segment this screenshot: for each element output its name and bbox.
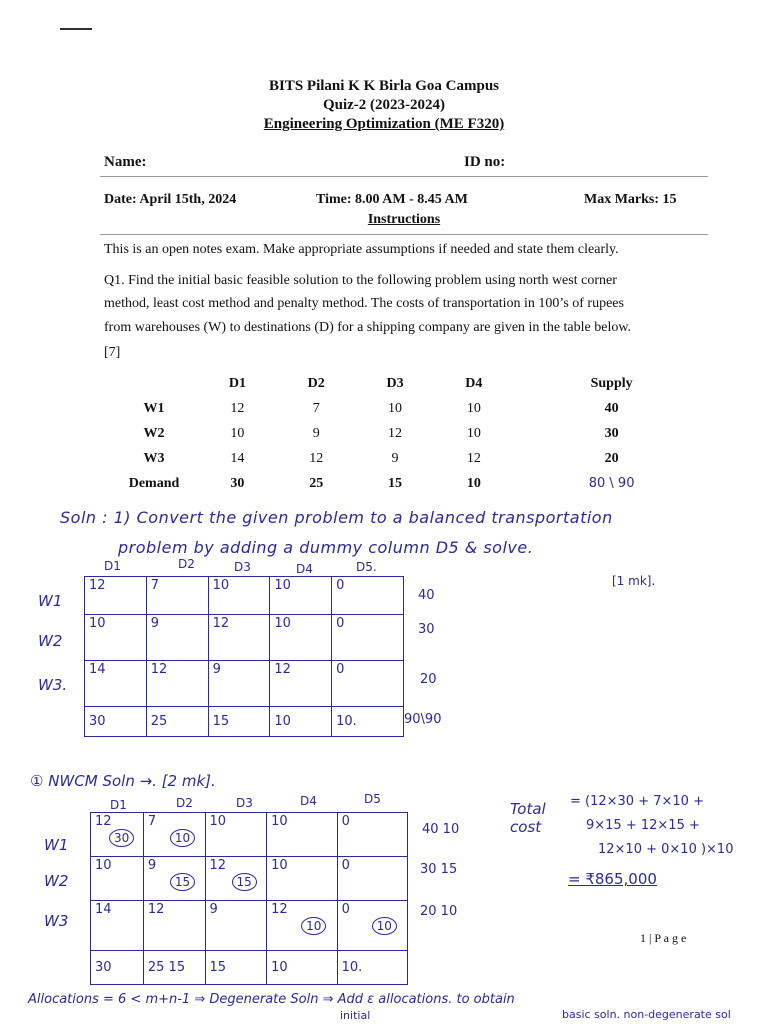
cell: 10	[91, 857, 144, 901]
allocation: 10	[372, 917, 397, 935]
cell: 25	[309, 475, 324, 491]
cell: 10	[466, 400, 481, 416]
cell: 12	[309, 450, 324, 466]
cell: 7	[312, 400, 320, 416]
total-cost-expr-3: 12×10 + 0×10 )×10	[598, 842, 734, 857]
row-label: W3.	[38, 676, 68, 694]
cell: 40	[604, 400, 619, 416]
cell: 30	[604, 425, 619, 441]
cell: 12	[270, 661, 332, 707]
cell: 9	[208, 661, 270, 707]
header-cell: D4	[465, 376, 483, 391]
corner-mark	[60, 28, 92, 30]
col-header: D2	[178, 557, 195, 571]
question-marks: [7]	[104, 345, 121, 360]
cell: 12	[466, 450, 481, 466]
demand-cell: 15	[208, 707, 270, 737]
table-row	[110, 396, 710, 421]
row-label: W3	[44, 912, 69, 930]
allocation: 30	[109, 829, 134, 847]
cell: 9 15	[143, 857, 205, 901]
allocations-initial: initial	[340, 1009, 371, 1022]
cell: 10	[388, 400, 403, 416]
supply-value: 30	[418, 622, 435, 637]
row-label: W1	[38, 592, 63, 610]
header-cell: D3	[386, 376, 404, 391]
col-header: D5	[364, 792, 381, 806]
solution-line-2: problem by adding a dummy column D5 & solve.	[118, 538, 534, 557]
col-header: D3	[234, 560, 251, 574]
divider	[100, 176, 708, 177]
cell: 14	[85, 661, 147, 707]
demand-cell: 30	[91, 951, 144, 985]
cell: 10	[267, 857, 337, 901]
cell: 10	[270, 577, 332, 615]
instructions-note: This is an open notes exam. Make appropriate assumptions if needed and state them clearly.	[104, 242, 619, 257]
course-title: Engineering Optimization (ME F320)	[263, 116, 505, 132]
col-header: D2	[176, 796, 193, 810]
col-header: D3	[236, 796, 253, 810]
cell: 10	[270, 615, 332, 661]
supply-value: 20	[420, 672, 437, 687]
time-text: Time: 8.00 AM - 8.45 AM	[316, 192, 468, 207]
cell: 12	[85, 577, 147, 615]
cell: 0	[332, 577, 404, 615]
col-header: D1	[110, 798, 127, 812]
supply-value: 20 10	[420, 904, 458, 919]
row-label: W2	[143, 425, 165, 441]
cell: 10	[267, 813, 337, 857]
cell: 0	[337, 813, 407, 857]
supply-value: 30 15	[420, 862, 458, 877]
row-label: W1	[143, 400, 165, 416]
nwcm-table	[90, 812, 408, 985]
allocation: 10	[301, 917, 326, 935]
table-header-row	[110, 372, 710, 396]
cell: 12 15	[205, 857, 267, 901]
demand-cell: 25 15	[143, 951, 205, 985]
divider-2	[100, 234, 708, 235]
institution-title: BITS Pilani K K Birla Goa Campus	[268, 78, 500, 94]
allocation: 15	[170, 873, 195, 891]
demand-cell: 10.	[332, 707, 404, 737]
row-label: W1	[44, 836, 69, 854]
supply-value: 40 10	[422, 822, 460, 837]
cell: 20	[604, 450, 619, 466]
supply-value: 40	[418, 588, 435, 603]
total-value: 90\90	[404, 712, 442, 727]
col-header: D1	[104, 559, 121, 573]
solution-mark-1: [1 mk].	[612, 574, 656, 588]
allocation: 10	[170, 829, 195, 847]
header-cell: D1	[228, 376, 246, 391]
cell: 10	[205, 813, 267, 857]
table-row	[110, 446, 710, 471]
cell: 9	[146, 615, 208, 661]
demand-cell: 15	[205, 951, 267, 985]
demand-cell: 10	[267, 951, 337, 985]
cell: 10	[466, 475, 481, 491]
cell: 14	[230, 450, 245, 466]
date-text: Date: April 15th, 2024	[104, 192, 237, 207]
cell: 30	[230, 475, 245, 491]
cell: 10	[85, 615, 147, 661]
cell: 12	[208, 615, 270, 661]
demand-cell: 25	[146, 707, 208, 737]
name-label: Name:	[104, 154, 147, 170]
row-label: W2	[44, 872, 69, 890]
total-cost-label: Total cost	[510, 800, 546, 836]
cell: 14	[91, 901, 144, 951]
row-label: W3	[143, 450, 165, 466]
header-cell: Supply	[590, 376, 633, 391]
cell: 7	[146, 577, 208, 615]
allocations-line: Allocations = 6 < m+n-1 ⇒ Degenerate Soln ⇒ Add ε allocations. to obtain	[28, 992, 515, 1007]
cell: 12	[146, 661, 208, 707]
demand-cell: 10.	[337, 951, 407, 985]
page-number: 1 | P a g e	[640, 931, 687, 945]
id-label: ID no:	[464, 154, 506, 170]
quiz-title: Quiz-2 (2023-2024)	[322, 97, 446, 113]
total-cost-expr-1: = (12×30 + 7×10 +	[570, 794, 704, 809]
row-label: W2	[38, 632, 63, 650]
cell: 12	[230, 400, 245, 416]
allocation: 15	[232, 873, 257, 891]
col-header: D4	[300, 794, 317, 808]
cell: 0	[337, 857, 407, 901]
cell: 12	[143, 901, 205, 951]
question-line-3: from warehouses (W) to destinations (D) for a shipping company are given in the table below.	[104, 320, 632, 335]
solution-line-1: Soln : 1) Convert the given problem to a balanced transportation	[60, 508, 613, 527]
table-row	[110, 471, 710, 496]
nwcm-title: ① NWCM Soln →. [2 mk].	[30, 772, 216, 790]
header-cell	[110, 372, 198, 396]
cost-table	[110, 372, 710, 496]
marks-text: Max Marks: 15	[584, 192, 677, 207]
cell: 9	[312, 425, 320, 441]
question-line-2: method, least cost method and penalty method. The costs of transportation in 100’s of rupees	[104, 296, 624, 311]
demand-cell: 10	[270, 707, 332, 737]
cell: 12	[388, 425, 403, 441]
row-label: Demand	[128, 475, 180, 491]
cell: 9	[205, 901, 267, 951]
cell: 15	[388, 475, 403, 491]
cell: 10	[208, 577, 270, 615]
total-note: 80 \ 90	[588, 476, 635, 491]
cell: 7 10	[143, 813, 205, 857]
cell: 12 10	[267, 901, 337, 951]
cell: 9	[391, 450, 399, 466]
balanced-table	[84, 576, 404, 737]
question-line-1: Q1. Find the initial basic feasible solution to the following problem using north west corner	[104, 273, 617, 288]
cell: 10	[466, 425, 481, 441]
total-cost-value: = ₹865,000	[568, 870, 657, 888]
cell: 0	[332, 615, 404, 661]
col-header: D4	[296, 562, 313, 576]
table-row	[110, 421, 710, 446]
allocations-tail: basic soln. non-degenerate sol	[562, 1008, 731, 1021]
demand-cell: 30	[85, 707, 147, 737]
cell: 0 10	[337, 901, 407, 951]
total-cost-expr-2: 9×15 + 12×15 +	[586, 818, 700, 833]
cell: 12 30	[91, 813, 144, 857]
header-cell: D2	[307, 376, 325, 391]
cell: 0	[332, 661, 404, 707]
col-header: D5.	[356, 560, 377, 574]
cell: 10	[230, 425, 245, 441]
instructions-heading: Instructions	[367, 212, 441, 227]
